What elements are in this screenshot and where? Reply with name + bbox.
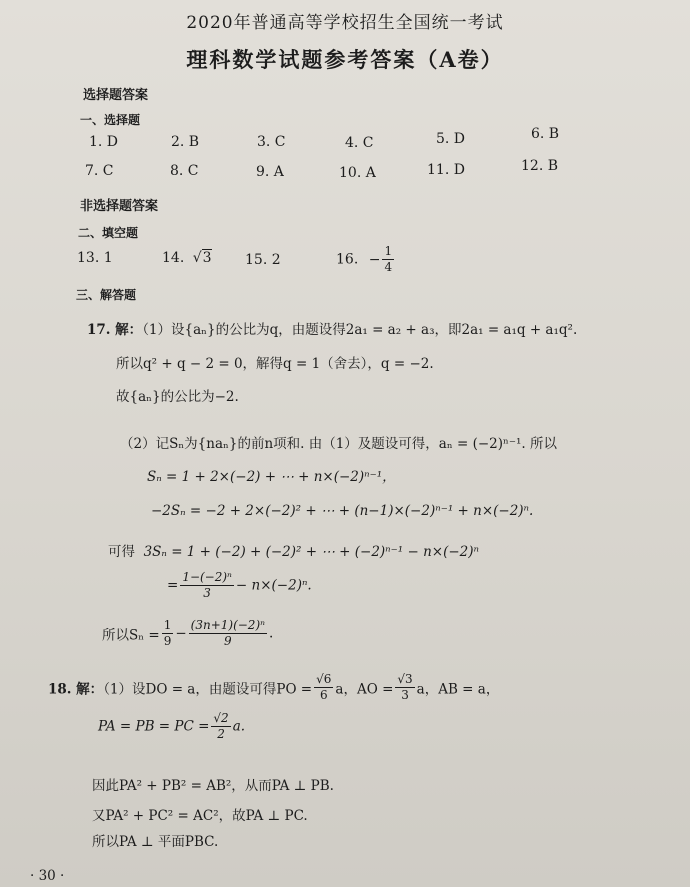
exam-title: 2020年普通高等学校招生全国统一考试 [186,13,504,33]
fill-answer-15: 15. 2 [245,252,281,268]
choice-answer-2: 2. B [171,134,200,150]
fill-answer-14: 14. √3 [162,250,212,266]
choice-answer-9: 9. A [256,164,284,180]
page-number: · 30 · [30,868,65,884]
q18-line-4: 又PA² + PC² = AC²，故PA ⊥ PC. [92,808,308,824]
fill-answer-13: 13. 1 [77,250,113,266]
choice-answer-3: 3. C [257,134,286,150]
answer-title: 理科数学试题参考答案（A卷） [186,47,504,72]
q17-line-2: 所以q² + q − 2 = 0，解得q = 1（舍去），q = −2. [116,356,434,372]
choice-answer-10: 10. A [339,165,376,181]
q17-line-7: 可得 3Sₙ = 1 + (−2) + (−2)² + ⋯ + (−2)ⁿ⁻¹ − n×(−2)ⁿ [108,544,479,560]
q17-line-8: = $\frac{\text{1−(−2)ⁿ}}{3}$ − n×(−2)ⁿ. [167,570,312,600]
choice-answer-8: 8. C [170,163,199,179]
q18-line-1: 18. 解：（1）设DO = a，由题设可得PO = $\frac{√6}{6}$ a，AO = $\frac{√3}{3}$ a，AB = a， [48,672,500,702]
choice-answer-6: 6. B [531,126,560,142]
choice-answer-12: 12. B [521,158,559,174]
section-nonchoice-heading: 非选择题答案 [80,199,159,214]
q17-line-5: Sₙ = 1 + 2×(−2) + ⋯ + n×(−2)ⁿ⁻¹， [147,469,396,485]
choice-answer-11: 11. D [427,162,465,178]
q18-line-2: PA = PB = PC = $\frac{√2}{2}$ a. [98,711,246,741]
section-choice-heading: 选择题答案 [83,88,149,103]
part-fill-heading: 二、填空题 [78,226,139,240]
choice-answer-5: 5. D [436,131,466,147]
q17-line-6: −2Sₙ = −2 + 2×(−2)² + ⋯ + (n−1)×(−2)ⁿ⁻¹ + n×(−2)ⁿ. [151,503,534,519]
part-choice-heading: 一、选择题 [80,113,141,127]
choice-answer-7: 7. C [85,163,114,179]
q17-line-3: 故{aₙ}的公比为−2. [116,389,239,405]
choice-answer-4: 4. C [345,135,374,151]
fill-answer-16: 16. − $\frac{1}{4}$ [336,244,393,274]
q17-line-9: 所以Sₙ = $\frac{1}{9}$ − $\frac{\text{(3n+1)(−2)ⁿ}}{9}$ . [102,618,274,648]
part-solution-heading: 三、解答题 [76,288,137,302]
q18-line-3: 因此PA² + PB² = AB²，从而PA ⊥ PB. [92,778,334,794]
choice-answer-1: 1. D [89,134,119,150]
q17-line-1: 17. 解：（1）设{aₙ}的公比为q，由题设得2a₁ = a₂ + a₃，即2a₁ = a₁q + a₁q². [87,322,578,338]
q17-line-4: （2）记Sₙ为{naₙ}的前n项和. 由（1）及题设可得，aₙ = (−2)ⁿ⁻¹. 所以 [120,436,557,452]
q18-line-5: 所以PA ⊥ 平面PBC. [92,834,219,850]
